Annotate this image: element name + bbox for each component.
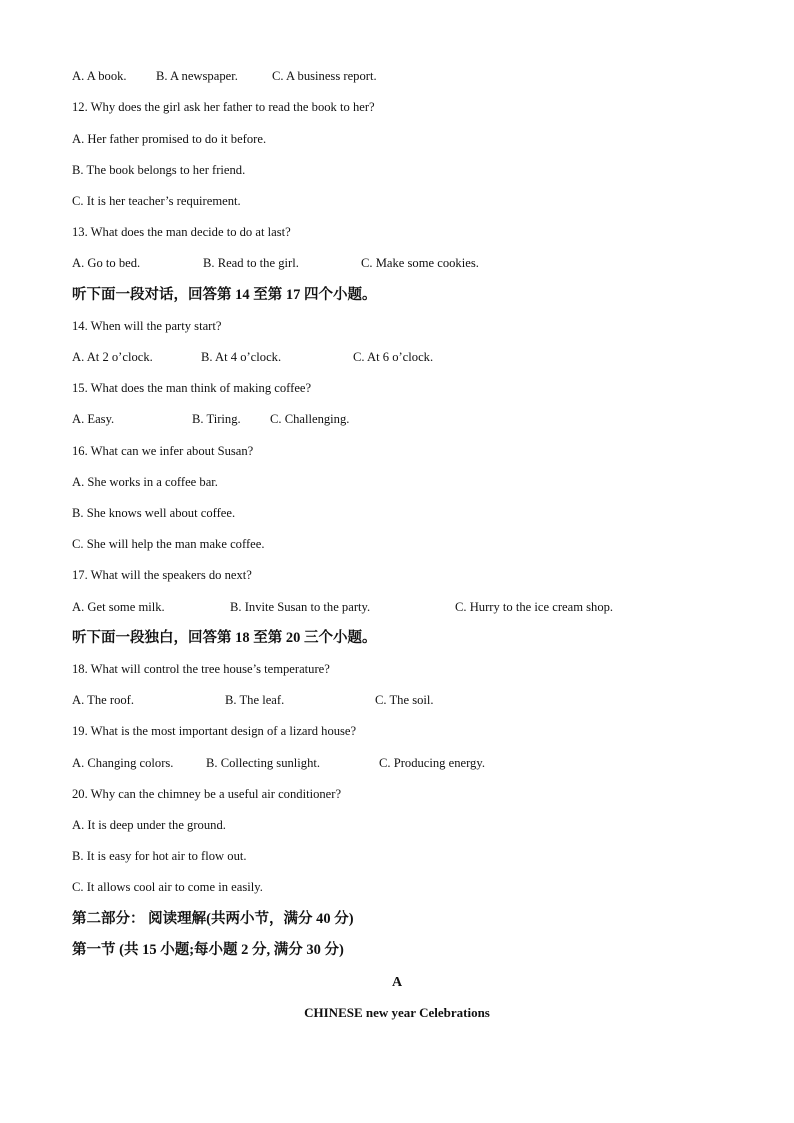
option-c: C. Make some cookies. bbox=[361, 256, 479, 270]
option-b: B. Tiring. bbox=[192, 412, 241, 426]
option-b: B. Invite Susan to the party. bbox=[230, 600, 371, 614]
section-heading-dialogue: 听下面一段对话，回答第 14 至第 17 四个小题。 bbox=[72, 287, 377, 303]
passage-title: CHINESE new year Celebrations bbox=[304, 1005, 490, 1020]
q12-option-c: C. It is her teacher’s requirement. bbox=[72, 194, 241, 208]
q20-option-c: C. It allows cool air to come in easily. bbox=[72, 880, 263, 894]
question-14: 14. When will the party start? bbox=[72, 319, 222, 333]
option-a: A. Go to bed. bbox=[72, 256, 141, 270]
question-15: 15. What does the man think of making coffee? bbox=[72, 381, 312, 395]
option-b: B. Collecting sunlight. bbox=[206, 756, 321, 770]
question-18: 18. What will control the tree house’s temperature? bbox=[72, 662, 330, 676]
part-two-heading: 第二部分： 阅读理解(共两小节，满分 40 分) bbox=[72, 911, 354, 927]
option-c: C. Hurry to the ice cream shop. bbox=[455, 600, 614, 614]
option-b: B. Read to the girl. bbox=[203, 256, 299, 270]
question-16: 16. What can we infer about Susan? bbox=[72, 444, 254, 458]
option-a: A. A book. bbox=[72, 69, 127, 83]
question-12: 12. Why does the girl ask her father to read the book to her? bbox=[72, 100, 375, 114]
option-a: A. The roof. bbox=[72, 693, 135, 707]
option-b: B. A newspaper. bbox=[156, 69, 238, 83]
q16-option-c: C. She will help the man make coffee. bbox=[72, 537, 265, 551]
q20-option-b: B. It is easy for hot air to flow out. bbox=[72, 849, 247, 863]
section-heading-monologue: 听下面一段独白，回答第 18 至第 20 三个小题。 bbox=[72, 630, 377, 646]
option-a: A. At 2 o’clock. bbox=[72, 350, 153, 364]
option-c: C. Challenging. bbox=[270, 412, 350, 426]
option-b: B. The leaf. bbox=[225, 693, 285, 707]
option-a: A. Easy. bbox=[72, 412, 115, 426]
option-c: C. Producing energy. bbox=[379, 756, 485, 770]
section-one-heading: 第一节 (共 15 小题;每小题 2 分, 满分 30 分) bbox=[72, 942, 344, 958]
option-c: C. A business report. bbox=[272, 69, 377, 83]
q20-option-a: A. It is deep under the ground. bbox=[72, 818, 226, 832]
question-17: 17. What will the speakers do next? bbox=[72, 568, 252, 582]
question-19: 19. What is the most important design of a lizard house? bbox=[72, 724, 357, 738]
q12-option-b: B. The book belongs to her friend. bbox=[72, 163, 246, 177]
question-20: 20. Why can the chimney be a useful air conditioner? bbox=[72, 787, 342, 801]
option-a: A. Get some milk. bbox=[72, 600, 165, 614]
q16-option-b: B. She knows well about coffee. bbox=[72, 506, 236, 520]
option-a: A. Changing colors. bbox=[72, 756, 174, 770]
q16-option-a: A. She works in a coffee bar. bbox=[72, 475, 218, 489]
passage-label: A bbox=[391, 975, 403, 990]
option-c: C. At 6 o’clock. bbox=[353, 350, 434, 364]
option-b: B. At 4 o’clock. bbox=[201, 350, 282, 364]
question-13: 13. What does the man decide to do at last? bbox=[72, 225, 291, 239]
q12-option-a: A. Her father promised to do it before. bbox=[72, 132, 267, 146]
option-c: C. The soil. bbox=[375, 693, 434, 707]
